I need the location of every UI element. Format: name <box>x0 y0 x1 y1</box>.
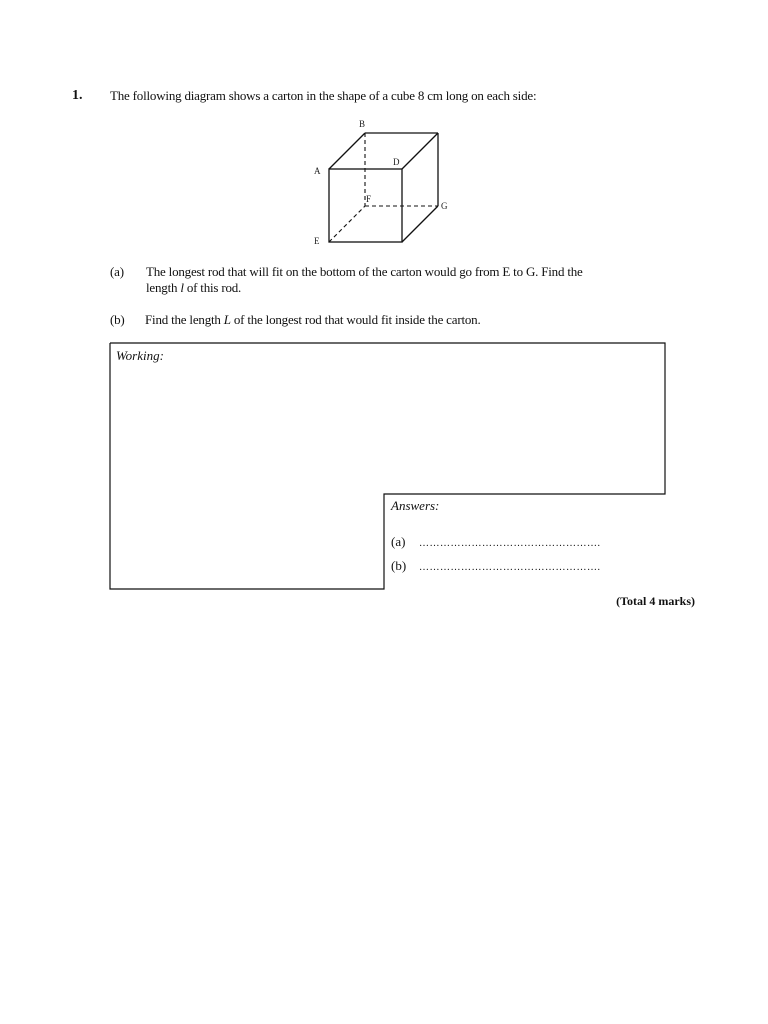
cube-diagram <box>308 112 458 252</box>
answer-b-line[interactable] <box>391 558 601 574</box>
part-b-label: (b) <box>110 312 125 327</box>
part-a-line2-post: of this rod. <box>183 280 242 295</box>
part-a-text <box>146 264 656 296</box>
vertex-label-b: B <box>359 119 366 129</box>
cube-hidden-edge-diagonal <box>329 206 365 242</box>
answer-a-line[interactable] <box>391 534 601 550</box>
cube-edge-top-right <box>402 133 438 169</box>
question-intro: The following diagram shows a carton in the shape of a cube 8 cm long on each side: <box>110 88 537 103</box>
cube-edge-top-left <box>329 133 365 169</box>
question-number: 1. <box>72 88 83 103</box>
vertex-label-f: F <box>366 194 372 204</box>
vertex-label-g: G <box>441 201 448 211</box>
part-a-line1: The longest rod that will fit on the bottom of the carton would go from E to G. Find the <box>146 264 583 279</box>
answer-b-label: (b) <box>391 558 407 573</box>
working-label: Working: <box>116 348 164 363</box>
answers-label: Answers: <box>391 498 440 513</box>
part-b-pre: Find the length <box>145 312 224 327</box>
answer-a-dots[interactable]: ……………………………………………. <box>419 538 601 549</box>
total-marks: (Total 4 marks) <box>616 594 695 608</box>
part-a-label: (a) <box>110 264 124 279</box>
working-box-outline <box>110 343 665 589</box>
part-b-post: of the longest rod that would fit inside the carton. <box>230 312 481 327</box>
part-b-variable: L <box>223 312 231 327</box>
answer-a-label: (a) <box>391 534 406 549</box>
answer-b-dots[interactable]: ……………………………………………. <box>419 562 601 573</box>
vertex-label-e: E <box>314 236 320 246</box>
part-a-line2-pre: length <box>146 280 181 295</box>
part-b-text <box>145 312 655 328</box>
part-a-variable: l <box>180 280 184 295</box>
cube-edge-bottom-right <box>402 206 438 242</box>
vertex-label-a: A <box>314 166 321 176</box>
vertex-label-d: D <box>393 157 400 167</box>
